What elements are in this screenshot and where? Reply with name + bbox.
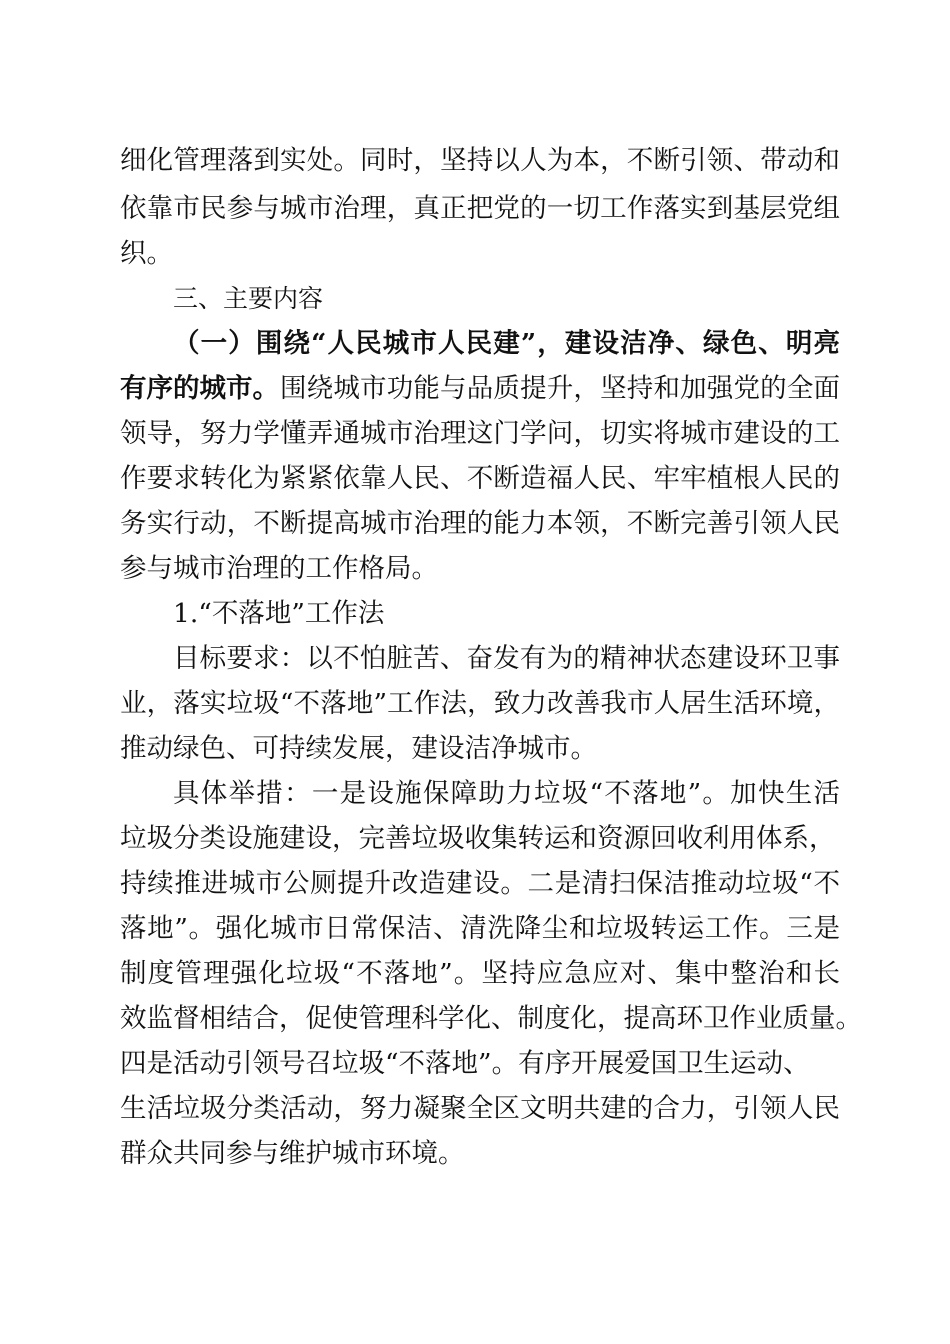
body-text-line: 作要求转化为紧紧依靠人民、不断造福人民、牢牢植根人民的 xyxy=(120,463,840,494)
subsection-heading: （一）围绕“人民城市人民建”，建设洁净、绿色、明亮 xyxy=(173,328,840,359)
subsection-heading-continued: 有序的城市。 xyxy=(120,373,279,404)
body-text-line: 业，落实垃圾“不落地”工作法，致力改善我市人居生活环境， xyxy=(120,688,840,719)
body-text-line: 推动绿色、可持续发展，建设洁净城市。 xyxy=(120,733,597,764)
body-text-line: 领导，努力学懂弄通城市治理这门学问，切实将城市建设的工 xyxy=(120,418,840,449)
body-text-line: 群众共同参与维护城市环境。 xyxy=(120,1138,465,1169)
body-text-line: 四是活动引领号召垃圾“不落地”。有序开展爱国卫生运动、 xyxy=(120,1048,810,1079)
body-text-line: 持续推进城市公厕提升改造建设。二是清扫保洁推动垃圾“不 xyxy=(120,868,840,899)
body-text-line: 垃圾分类设施建设，完善垃圾收集转运和资源回收利用体系， xyxy=(120,823,836,854)
body-text-line: 依靠市民参与城市治理，真正把党的一切工作落实到基层党组 xyxy=(120,193,840,224)
body-text-line: 具体举措：一是设施保障助力垃圾“不落地”。加快生活 xyxy=(173,778,840,809)
body-text-line: 落地”。强化城市日常保洁、清洗降尘和垃圾转运工作。三是 xyxy=(120,913,840,944)
body-text-line: 生活垃圾分类活动，努力凝聚全区文明共建的合力，引领人民 xyxy=(120,1093,840,1124)
body-text-line: 围绕城市功能与品质提升，坚持和加强党的全面 xyxy=(280,373,840,404)
body-text-line: 织。 xyxy=(120,238,173,269)
body-text-line: 目标要求：以不怕脏苦、奋发有为的精神状态建设环卫事 xyxy=(173,643,840,674)
section-heading: 三、主要内容 xyxy=(173,284,324,313)
body-text-line: 效监督相结合，促使管理科学化、制度化，提高环卫作业质量。 xyxy=(120,1003,862,1034)
body-text-line: 制度管理强化垃圾“不落地”。坚持应急应对、集中整治和长 xyxy=(120,958,840,989)
item-heading: 1.“不落地”工作法 xyxy=(173,598,385,629)
body-text-line: 细化管理落到实处。同时，坚持以人为本，不断引领、带动和 xyxy=(120,145,840,176)
body-text-line: 务实行动，不断提高城市治理的能力本领，不断完善引领人民 xyxy=(120,508,840,539)
body-text-line: 参与城市治理的工作格局。 xyxy=(120,553,438,584)
